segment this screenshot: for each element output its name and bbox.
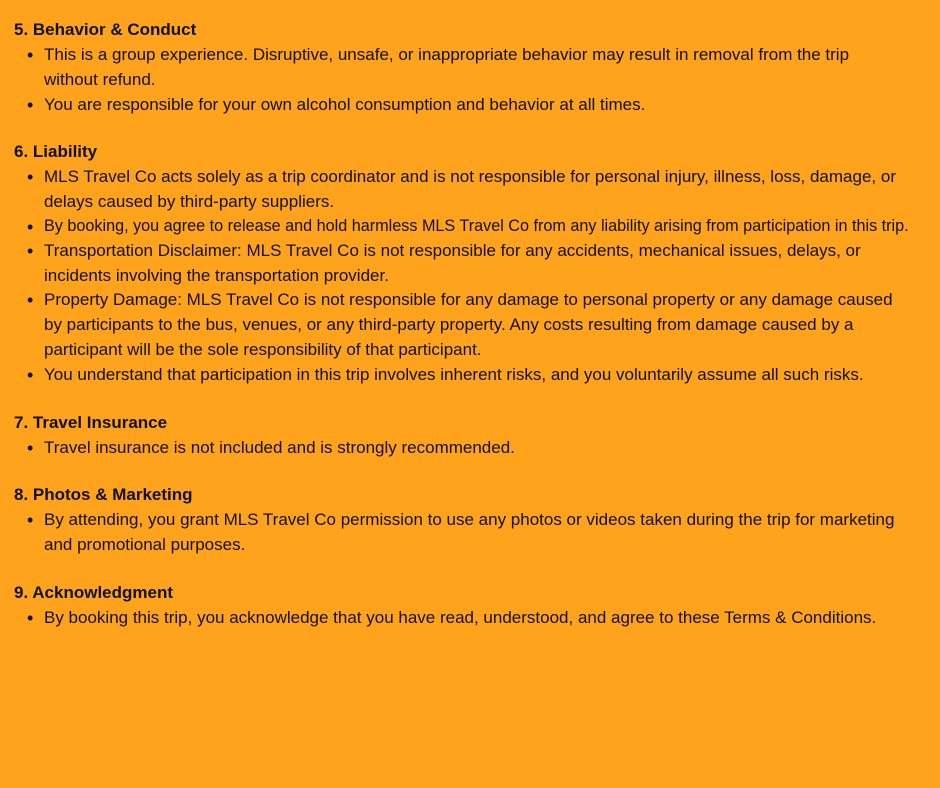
liability-section — [14, 141, 926, 387]
section-title: 7. Travel Insurance — [14, 412, 168, 432]
section-title: 8. Photos & Marketing — [14, 485, 193, 505]
section-title: 6. Liability — [14, 142, 98, 162]
bullet-list — [14, 508, 926, 558]
list-item: • This is a group experience. Disruptive, unsafe, or inappropriate behavior may result in removal from the trip without refund. — [14, 43, 904, 93]
section-title: 5. Behavior & Conduct — [14, 20, 197, 39]
list-item: • Transportation Disclaimer: MLS Travel Co is not responsible for any accidents, mechanical issues, delays, or incidents involving the transportation provider. — [14, 239, 904, 289]
bullet-list — [14, 436, 926, 461]
list-item: • Property Damage: MLS Travel Co is not responsible for any damage to personal property or any damage caused by participants to the bus, venues, or any third-party property. Any costs resulting from damage caused by a participant will be the sole responsibility of that participant. — [14, 288, 904, 362]
bullet-list — [14, 165, 926, 387]
photos-marketing-section — [14, 484, 926, 558]
bullet-list — [14, 43, 926, 117]
section-title: 9. Acknowledgment — [14, 582, 174, 602]
list-item: • You understand that participation in this trip involves inherent risks, and you voluntarily assume all such risks. — [14, 363, 904, 388]
acknowledgment-section — [14, 582, 926, 631]
list-item: • By booking, you agree to release and hold harmless MLS Travel Co from any liability arising from participation in this trip. — [14, 215, 926, 239]
behavior-conduct-section — [14, 19, 926, 117]
list-item: • By attending, you grant MLS Travel Co permission to use any photos or videos taken during the trip for marketing and promotional purposes. — [14, 508, 904, 558]
bullet-list — [14, 606, 926, 631]
list-item: • By booking this trip, you acknowledge that you have read, understood, and agree to these Terms & Conditions. — [14, 606, 904, 631]
list-item: • Travel insurance is not included and is strongly recommended. — [14, 436, 904, 461]
list-item: • You are responsible for your own alcohol consumption and behavior at all times. — [14, 93, 904, 118]
travel-insurance-section — [14, 412, 926, 461]
list-item: • MLS Travel Co acts solely as a trip coordinator and is not responsible for personal injury, illness, loss, damage, or delays caused by third-party suppliers. — [14, 165, 904, 215]
